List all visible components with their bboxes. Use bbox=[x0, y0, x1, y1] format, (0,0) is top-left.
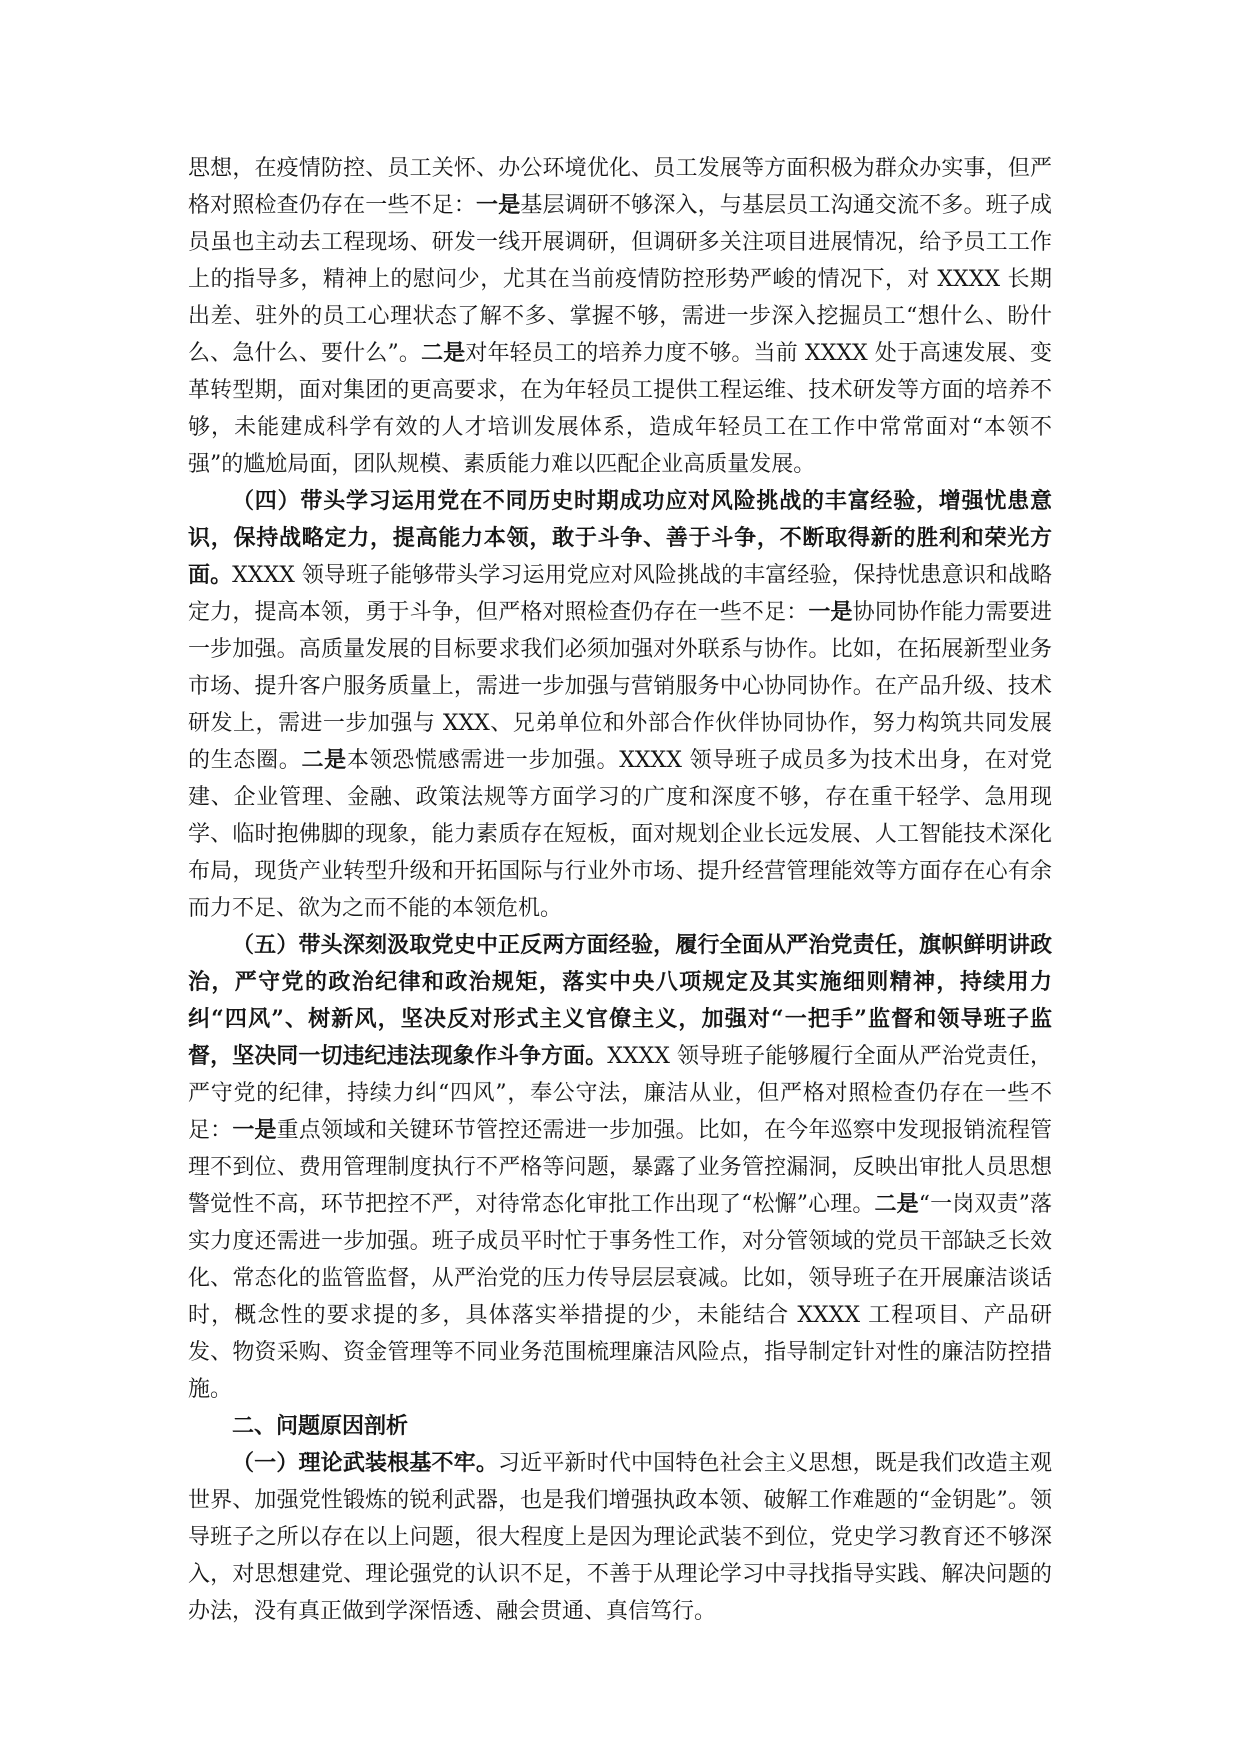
paragraph-continuation bbox=[188, 150, 1052, 483]
paragraph-text: 对年轻员工的培养力度不够。当前 XXXX 处于高速发展、变革转型期，面对集团的更高要求，在为年轻员工提供工程运维、技术研发等方面的培养不够，未能建成科学有效的人才培训发展体系，造成年轻员工在工作中常常面对“本领不强”的尴尬局面，团队规模、素质能力难以匹配企业高质量发展。 bbox=[188, 341, 1052, 477]
paragraph-item-five bbox=[188, 927, 1052, 1408]
emphasis-second: 二是 bbox=[301, 747, 347, 773]
paragraph-text: 基层调研不够深入，与基层员工沟通交流不多。班子成员虽也主动去工程现场、研发一线开展调研，但调研多关注项目进展情况，给予员工工作上的指导多，精神上的慰问少，尤其在当前疫情防控形势严峻的情况下，对 XXXX 长期出差、驻外的员工心理状态了解不多、掌握不够，需进一步深入挖掘员工“想什么、盼什么、急什么、要什么”。 bbox=[188, 193, 1052, 366]
emphasis-first: 一是 bbox=[232, 1117, 277, 1143]
section-heading: 二、问题原因剖析 bbox=[232, 1413, 409, 1439]
paragraph-text: 重点领域和关键环节管控还需进一步加强。比如，在今年巡察中发现报销流程管理不到位、费用管理制度执行不严格等问题，暴露了业务管控漏洞，反映出审批人员思想警觉性不高，环节把控不严，对待常态化审批工作出现了“松懈”心理。 bbox=[188, 1118, 1052, 1217]
paragraph-text: XXXX 领导班子能够带头学习运用党应对风险挑战的丰富经验，保持忧患意识和战略定力，提高本领，勇于斗争，但严格对照检查仍存在一些不足： bbox=[188, 563, 1052, 625]
paragraph-text: 习近平新时代中国特色社会主义思想，既是我们改造主观世界、加强党性锻炼的锐利武器，也是我们增强执政本领、破解工作难题的“金钥匙”。领导班子之所以存在以上问题，很大程度上是因为理论武装不到位，党史学习教育还不够深入，对思想建党、理论强党的认识不足，不善于从理论学习中寻找指导实践、解决问题的办法，没有真正做到学深悟透、融会贯通、真信笃行。 bbox=[188, 1451, 1052, 1624]
paragraph-item-four bbox=[188, 483, 1052, 927]
paragraph-text: XXXX 领导班子能够履行全面从严治党责任，严守党的纪律，持续力纠“四风”，奉公守法，廉洁从业，但严格对照检查仍存在一些不足： bbox=[188, 1044, 1052, 1143]
emphasis-second: 二是 bbox=[421, 340, 466, 366]
paragraph-text: 协同协作能力需要进一步加强。高质量发展的目标要求我们必须加强对外联系与协作。比如，在拓展新型业务市场、提升客户服务质量上，需进一步加强与营销服务中心协同协作。在产品升级、技术研发上，需进一步加强与 XXX、兄弟单位和外部合作伙伴协同协作，努力构筑共同发展的生态圈。 bbox=[188, 600, 1052, 773]
emphasis-first: 一是 bbox=[476, 192, 521, 218]
document-page bbox=[188, 150, 1052, 1630]
emphasis-first: 一是 bbox=[808, 599, 853, 625]
paragraph-text: “一岗双责”落实力度还需进一步加强。班子成员平时忙于事务性工作，对分管领域的党员干部缺乏长效化、常态化的监管监督，从严治党的压力传导层层衰减。比如，领导班子在开展廉洁谈话时，概念性的要求提的多，具体落实举措提的少，未能结合 XXXX 工程项目、产品研发、物资采购、资金管理等不同业务范围梳理廉洁风险点，指导制定针对性的廉洁防控措施。 bbox=[188, 1192, 1052, 1402]
paragraph-text: 思想，在疫情防控、员工关怀、办公环境优化、员工发展等方面积极为群众办实事，但严格对照检查仍存在一些不足： bbox=[188, 156, 1052, 218]
item-heading-five: （五）带头深刻汲取党史中正反两方面经验，履行全面从严治党责任，旗帜鲜明讲政治，严守党的政治纪律和政治规矩，落实中央八项规定及其实施细则精神，持续用力纠“四风”、树新风，坚决反对形式主义官僚主义，加强对“一把手”监督和领导班子监督，坚决同一切违纪违法现象作斗争方面。 bbox=[188, 932, 1052, 1069]
item-heading-four: （四）带头学习运用党在不同历史时期成功应对风险挑战的丰富经验，增强忧患意识，保持战略定力，提高能力本领，敢于斗争、善于斗争，不断取得新的胜利和荣光方面。 bbox=[188, 488, 1052, 588]
item-heading-cause-one: （一）理论武装根基不牢。 bbox=[232, 1450, 498, 1476]
paragraph-cause-one bbox=[188, 1445, 1052, 1630]
paragraph-text: 本领恐慌感需进一步加强。XXXX 领导班子成员多为技术出身，在对党建、企业管理、金融、政策法规等方面学习的广度和深度不够，存在重干轻学、急用现学、临时抱佛脚的现象，能力素质存在短板，面对规划企业长远发展、人工智能技术深化布局，现货产业转型升级和开拓国际与行业外市场、提升经营管理能效等方面存在心有余而力不足、欲为之而不能的本领危机。 bbox=[188, 748, 1052, 921]
emphasis-second: 二是 bbox=[874, 1191, 919, 1217]
